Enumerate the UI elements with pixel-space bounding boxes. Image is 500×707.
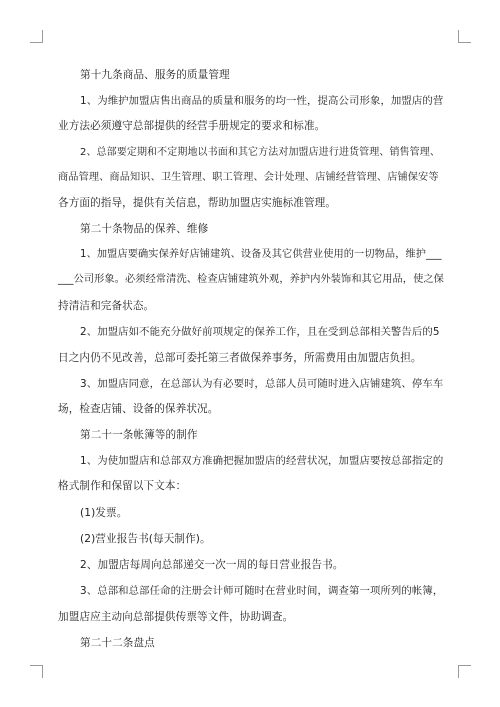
paragraph-line: 场，检查店铺、设备的保养状况。 <box>58 403 219 415</box>
article-20-heading: 第二十条物品的保养、维修 <box>80 223 209 235</box>
article-22-heading: 第二十二条盘点 <box>80 637 155 649</box>
paragraph-line: 持清洁和完备状态。 <box>58 300 155 312</box>
crop-mark-bottom-left <box>30 665 43 678</box>
crop-mark-bottom-right <box>458 665 471 678</box>
paragraph-line: 日之内仍不见改善，总部可委托第三者做保养事务，所需费用由加盟店负担。 <box>58 352 422 364</box>
list-item: (2)营业报告书(每天制作)。 <box>80 533 211 545</box>
paragraph-line: 加盟店应主动向总部提供传票等文件，协助调查。 <box>58 611 294 623</box>
article-19-heading: 第十九条商品、服务的质量管理 <box>80 69 230 81</box>
paragraph-line: ___公司形象。必须经常清洗、检查店铺建筑外观，养护内外装饰和其它用品，使之保 <box>58 274 444 285</box>
paragraph-line: 商品管理、商品知识、卫生管理、职工管理、会计处理、店铺经营管理、店铺保安等 <box>58 172 439 183</box>
paragraph-line: 各方面的指导，提供有关信息，帮助加盟店实施标准管理。 <box>58 197 337 209</box>
paragraph-line: 业方法必须遵守总部提供的经营手册规定的要求和标准。 <box>58 120 326 132</box>
crop-mark-top-left <box>30 30 43 43</box>
article-21-heading: 第二十一条帐簿等的制作 <box>80 429 198 441</box>
crop-mark-top-right <box>458 30 471 43</box>
paragraph-line: 1、加盟店要确实保养好店铺建筑、设备及其它供营业使用的一切物品，维护___ <box>80 249 442 260</box>
paragraph-line: 1、为维护加盟店售出商品的质量和服务的均一性，提高公司形象，加盟店的营 <box>80 95 444 107</box>
paragraph-line: 格式制作和保留以下文本： <box>58 480 187 492</box>
paragraph-line: 2、加盟店如不能充分做好前项规定的保养工作，且在受到总部相关警告后的5 <box>80 326 440 338</box>
paragraph-line: 3、总部和总部任命的注册会计师可随时在营业时间，调查第一项所列的帐簿， <box>80 585 444 597</box>
paragraph-line: 3、加盟店同意，在总部认为有必要时，总部人员可随时进入店铺建筑、停车车 <box>80 378 444 390</box>
paragraph-line: 1、为使加盟店和总部双方准确把握加盟店的经营状况，加盟店要按总部指定的 <box>80 455 444 467</box>
paragraph-line: 2、总部要定期和不定期地以书面和其它方法对加盟店进行进货管理、销售管理、 <box>80 147 440 158</box>
list-item: (1)发票。 <box>80 507 128 519</box>
paragraph-line: 2、加盟店每周向总部递交一次一周的每日营业报告书。 <box>80 559 344 571</box>
